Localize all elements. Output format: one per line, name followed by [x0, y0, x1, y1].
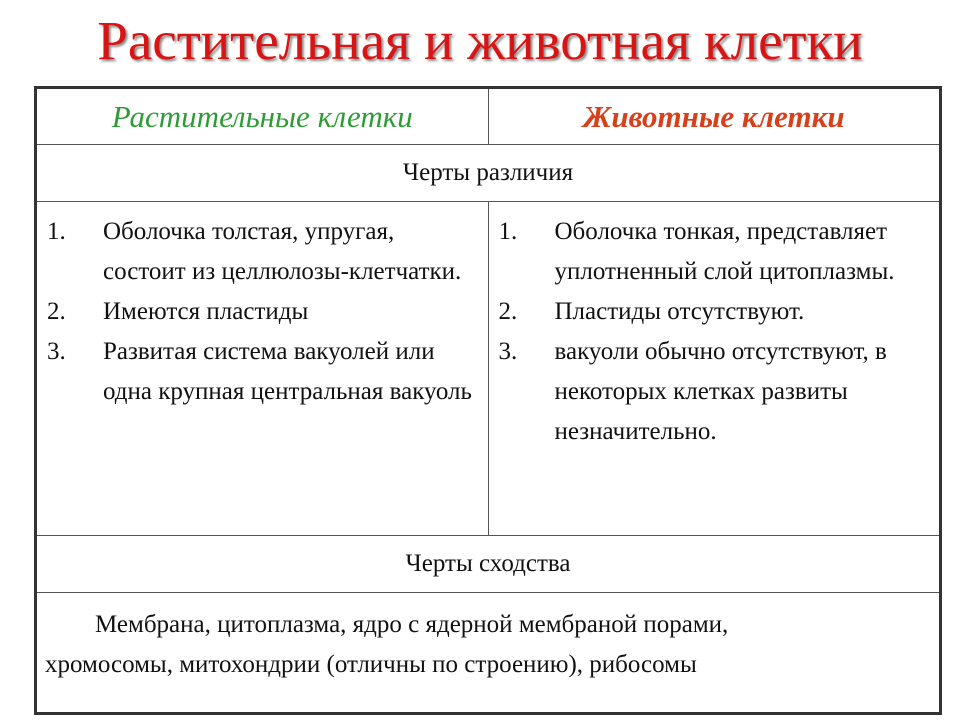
list-item-text: Оболочка толстая, упругая, состоит из целлюлозы-клетчатки. — [103, 218, 462, 285]
similarities-label: Черты сходства — [36, 536, 941, 593]
differences-label: Черты различия — [36, 145, 941, 202]
list-item-number: 1. — [47, 218, 66, 245]
list-item — [37, 292, 488, 332]
plant-cells-header: Растительные клетки — [36, 88, 489, 145]
similarities-content — [36, 593, 941, 714]
list-item — [489, 332, 940, 452]
page-title: Растительная и животная клетки — [97, 10, 863, 71]
animal-cells-header: Животные клетки — [488, 88, 941, 145]
comparison-table — [34, 86, 942, 715]
similarities-line-2: хромосомы, митохондрии (отличны по строению), рибосомы — [45, 651, 697, 678]
differences-row — [36, 145, 941, 202]
plant-list — [37, 202, 488, 412]
similarities-line-1: Мембрана, цитоплазма, ядро с ядерной мембраной порами, — [95, 611, 729, 638]
similarities-content-row — [36, 593, 941, 714]
animal-list — [489, 202, 940, 452]
list-item-text: Оболочка тонкая, представляет уплотненный слой цитоплазмы. — [554, 218, 895, 285]
list-item — [489, 292, 940, 332]
header-row — [36, 88, 941, 145]
animal-list-cell — [488, 202, 941, 536]
list-item-text: Пластиды отсутствуют. — [554, 298, 805, 325]
list-item-number: 2. — [47, 298, 66, 325]
list-item-number: 1. — [498, 218, 518, 245]
list-item — [37, 212, 488, 292]
plant-list-cell — [36, 202, 489, 536]
lists-row — [36, 202, 941, 536]
similarities-row — [36, 536, 941, 593]
list-item-text: вакуоли обычно отсутствуют, в некоторых клетках развиты незначительно. — [554, 338, 887, 445]
list-item-text: Развитая система вакуолей или одна крупная центральная вакуоль — [103, 338, 472, 405]
list-item-text: Имеются пластиды — [103, 298, 309, 325]
list-item — [37, 332, 488, 412]
list-item-number: 2. — [498, 298, 518, 325]
list-item — [489, 212, 940, 292]
list-item-number: 3. — [498, 338, 518, 365]
list-item-number: 3. — [47, 338, 66, 365]
